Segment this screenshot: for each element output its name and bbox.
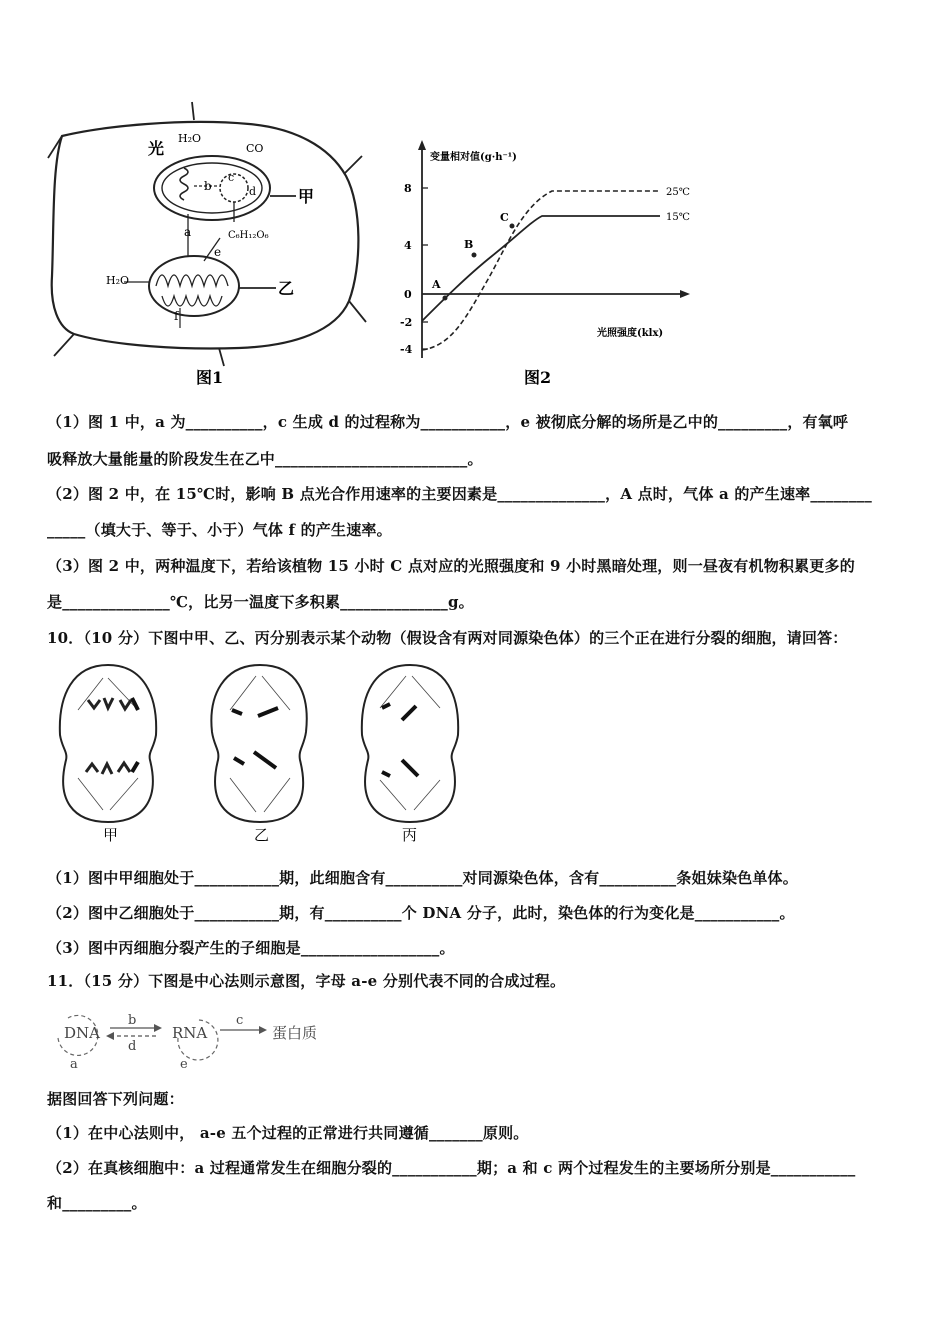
- q10-part3: （3）图中丙细胞分裂产生的子细胞是__________________。: [47, 939, 455, 957]
- dogma-dna: DNA: [64, 1024, 100, 1042]
- fig1-yi-label: 乙: [278, 279, 295, 298]
- figure-cell-division: [48, 660, 468, 846]
- cell-bing-caption: 丙: [402, 826, 418, 844]
- fig2-ylabel: 变量相对值(g·h⁻¹): [430, 152, 517, 163]
- fig2-ytick-8: 8: [404, 182, 412, 195]
- fig1-e-label: e: [214, 245, 222, 259]
- fig1-h2o-left-label: H₂O: [106, 274, 130, 287]
- fig1-h2o-top-label: H₂O: [178, 132, 202, 145]
- figure-1-cell-diagram: [44, 96, 374, 392]
- fig2-series-25c-label: 25℃: [666, 187, 690, 198]
- q9-part2-line2: _____（填大于、等于、小于）气体 f 的产生速率。: [47, 521, 392, 539]
- fig2-series-25c-line: [422, 191, 660, 350]
- figure-2-graph: [392, 96, 708, 392]
- dogma-a: a: [70, 1057, 78, 1070]
- fig1-light-label: 光: [148, 139, 165, 158]
- fig2-point-c: [510, 224, 515, 229]
- q11-part1: （1）在中心法则中， a-e 五个过程的正常进行共同遵循_______原则。: [47, 1124, 529, 1142]
- cell-yi: [211, 665, 306, 822]
- fig2-ytick-neg4: -4: [400, 343, 413, 356]
- fig1-a-label: a: [184, 225, 192, 239]
- fig2-series-15c-line: [422, 216, 660, 321]
- q11-lead: 据图回答下列问题：: [47, 1090, 184, 1108]
- dogma-protein: 蛋白质: [272, 1024, 318, 1042]
- cell-jia: [60, 665, 156, 822]
- fig2-point-b: [472, 253, 477, 258]
- fig2-caption: 图2: [524, 368, 552, 387]
- fig2-ytick-4: 4: [404, 239, 412, 252]
- fig1-f-label: f: [174, 309, 179, 323]
- fig1-c-label: c: [228, 171, 235, 184]
- fig1-co2-label: CO: [246, 142, 264, 155]
- q9-part1-line2: 吸释放大量能量的阶段发生在乙中_________________________。: [47, 450, 483, 468]
- fig2-xlabel: 光照强度(klx): [597, 328, 664, 339]
- q9-part3-line1: （3）图 2 中，两种温度下，若给该植物 15 小时 C 点对应的光照强度和 9 小时黑暗处理，则一昼夜有机物积累更多的: [47, 557, 855, 575]
- fig2-point-a-label: A: [432, 278, 441, 291]
- q11-part2-line1: （2）在真核细胞中：a 过程通常发生在细胞分裂的___________期；a 和 c 两个过程发生的主要场所分别是___________: [47, 1159, 856, 1177]
- fig1-caption: 图1: [196, 368, 224, 387]
- fig1-d-label: d: [249, 185, 257, 198]
- fig2-ytick-neg2: -2: [400, 316, 413, 329]
- q9-part1-line1: （1）图 1 中，a 为__________，c 生成 d 的过程称为___________，e 被彻底分解的场所是乙中的_________，有氧呼: [47, 413, 849, 431]
- fig2-point-c-label: C: [500, 211, 509, 224]
- fig1-jia-label: 甲: [298, 187, 315, 206]
- q9-part2-line1: （2）图 2 中，在 15℃时，影响 B 点光合作用速率的主要因素是______________，A 点时，气体 a 的产生速率________: [47, 485, 872, 503]
- dogma-d: d: [128, 1039, 137, 1054]
- fig1-b-label: b: [204, 179, 212, 193]
- fig2-point-a: [443, 296, 448, 301]
- dogma-rna: RNA: [172, 1024, 208, 1042]
- fig2-series-15c-label: 15℃: [666, 212, 690, 223]
- dogma-c: c: [236, 1013, 244, 1028]
- q10-stem: 10．（10 分）下图中甲、乙、丙分别表示某个动物（假设含有两对同源染色体）的三个正在进行分裂的细胞，请回答：: [47, 629, 848, 647]
- figure-central-dogma: [48, 1008, 338, 1070]
- q10-part1: （1）图中甲细胞处于___________期，此细胞含有__________对同源染色体，含有__________条姐妹染色单体。: [47, 869, 798, 887]
- q9-part3-line2: 是______________℃，比另一温度下多积累______________g。: [47, 593, 474, 611]
- cell-jia-caption: 甲: [103, 826, 119, 844]
- fig2-point-b-label: B: [464, 238, 474, 251]
- dogma-e: e: [180, 1057, 188, 1070]
- cell-yi-caption: 乙: [254, 826, 270, 844]
- cell-bing: [362, 665, 458, 822]
- q11-part2-line2: 和_________。: [47, 1194, 147, 1212]
- q11-stem: 11．（15 分）下图是中心法则示意图，字母 a-e 分别代表不同的合成过程。: [47, 972, 566, 990]
- fig1-glucose-label: C₆H₁₂O₆: [228, 230, 269, 241]
- dogma-b: b: [128, 1013, 137, 1028]
- fig2-ytick-0: 0: [404, 288, 412, 301]
- q10-part2: （2）图中乙细胞处于___________期，有__________个 DNA 分子，此时，染色体的行为变化是___________。: [47, 904, 795, 922]
